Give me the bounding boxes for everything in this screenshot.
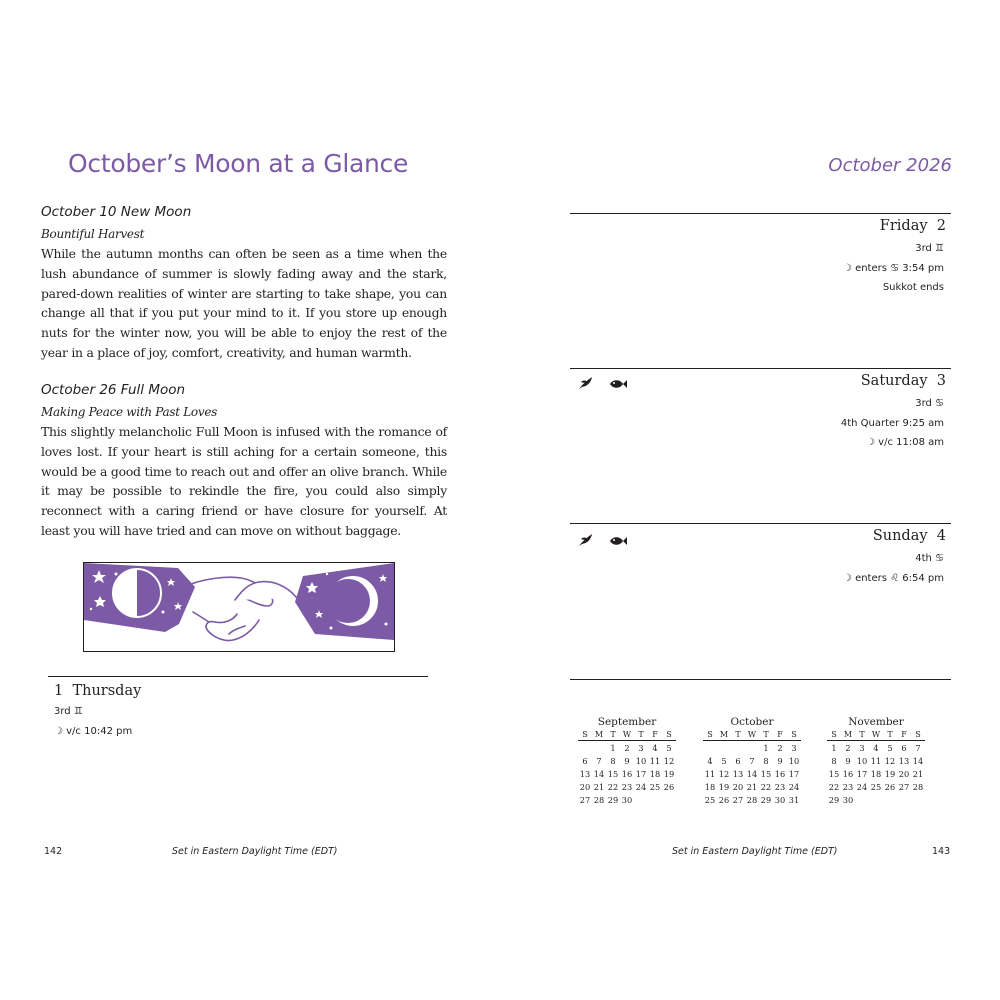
calendar-day: 9 <box>777 755 783 766</box>
mini-calendar-october <box>703 716 801 807</box>
day-heading-sunday <box>873 528 946 544</box>
calendar-day <box>745 741 759 755</box>
calendar-day: 22 <box>828 782 840 793</box>
calendar-day: 18 <box>870 768 882 779</box>
calendar-day: 24 <box>856 782 868 793</box>
calendar-day: 21 <box>746 782 758 793</box>
calendar-week <box>827 794 925 807</box>
calendar-day: 18 <box>704 782 716 793</box>
calendar-day: 13 <box>579 768 591 779</box>
calendar-day <box>703 741 717 755</box>
calendar-day: 8 <box>763 755 769 766</box>
full-moon-subtitle: Making Peace with Past Loves <box>41 405 217 419</box>
calendar-day: 30 <box>774 795 786 806</box>
calendar-week <box>578 781 676 794</box>
calendar-day: 16 <box>842 768 854 779</box>
calendar-day: 1 <box>610 742 616 753</box>
calendar-day: 10 <box>788 755 800 766</box>
calendar-month-title: October <box>730 716 774 728</box>
calendar-day <box>869 794 883 807</box>
fish-icon <box>608 378 628 394</box>
calendar-day: 3 <box>859 742 865 753</box>
calendar-day <box>897 794 911 807</box>
saturday-info <box>841 394 944 453</box>
calendar-week <box>827 754 925 767</box>
calendar-day: 20 <box>732 782 744 793</box>
calendar-day: 7 <box>915 742 921 753</box>
calendar-day: 2 <box>624 742 630 753</box>
weekday-header: S <box>703 729 717 741</box>
calendar-week <box>703 767 801 780</box>
calendar-day: 31 <box>788 795 800 806</box>
new-moon-heading: October 10 New Moon <box>41 204 192 220</box>
calendar-day <box>855 794 869 807</box>
calendar-day: 24 <box>788 782 800 793</box>
calendar-day: 9 <box>624 755 630 766</box>
calendar-day <box>592 741 606 755</box>
weekday-header: F <box>773 729 787 741</box>
calendar-week <box>578 754 676 767</box>
weekday-header: T <box>855 729 869 741</box>
calendar-day: 4 <box>652 742 658 753</box>
page-number-left: 142 <box>44 846 63 857</box>
sunday-glyphs <box>578 533 638 551</box>
calendar-day: 12 <box>884 755 896 766</box>
calendar-day: 26 <box>718 795 730 806</box>
calendar-day: 14 <box>746 768 758 779</box>
weekday-header: S <box>911 729 925 741</box>
calendar-day: 12 <box>663 755 675 766</box>
calendar-day: 19 <box>718 782 730 793</box>
calendar-day: 13 <box>732 768 744 779</box>
calendar-day: 12 <box>718 768 730 779</box>
day-number: 4 <box>936 528 946 544</box>
new-moon-subtitle: Bountiful Harvest <box>41 227 145 241</box>
mini-calendar-september <box>578 716 676 807</box>
footer-note-right: Set in Eastern Daylight Time (EDT) <box>672 846 838 857</box>
calendar-day: 7 <box>749 755 755 766</box>
calendar-day: 13 <box>898 755 910 766</box>
calendar-day: 19 <box>884 768 896 779</box>
calendar-day: 6 <box>582 755 588 766</box>
calendar-day: 11 <box>870 755 882 766</box>
fish-icon <box>608 535 628 551</box>
calendar-month-title: September <box>597 716 657 728</box>
day-name: Friday <box>879 218 928 234</box>
calendar-day: 27 <box>898 782 910 793</box>
thursday-divider <box>48 676 428 677</box>
calendar-day <box>662 794 676 807</box>
leaf-icon <box>578 378 598 394</box>
calendar-day: 29 <box>760 795 772 806</box>
calendar-day: 5 <box>887 742 893 753</box>
calendar-day: 8 <box>831 755 837 766</box>
calendar-day: 29 <box>828 795 840 806</box>
calendar-day: 4 <box>707 755 713 766</box>
calendar-day: 17 <box>635 768 647 779</box>
calendar-day: 5 <box>666 742 672 753</box>
saturday-divider <box>570 368 951 369</box>
calendar-day: 29 <box>607 795 619 806</box>
calendar-day: 5 <box>721 755 727 766</box>
calendar-day <box>634 794 648 807</box>
calendar-day: 10 <box>856 755 868 766</box>
weekday-header: M <box>592 729 606 741</box>
calendar-week <box>827 741 925 755</box>
friday-divider <box>570 213 951 214</box>
calendar-day: 10 <box>635 755 647 766</box>
weekday-header: W <box>745 729 759 741</box>
weekday-header: W <box>620 729 634 741</box>
moon-phase-info: 3rd ♋ <box>915 398 944 409</box>
page-title: October’s Moon at a Glance <box>68 149 409 178</box>
calendar-day: 27 <box>579 795 591 806</box>
day-number: 2 <box>936 218 946 234</box>
calendar-day <box>731 741 745 755</box>
sunday-info <box>843 549 944 588</box>
calendar-week <box>703 754 801 767</box>
calendar-day: 25 <box>649 782 661 793</box>
calendar-day: 27 <box>732 795 744 806</box>
calendar-day: 14 <box>912 755 924 766</box>
day-name: Sunday <box>872 528 928 544</box>
calendar-day <box>883 794 897 807</box>
friday-info <box>843 239 944 298</box>
weekday-header: F <box>897 729 911 741</box>
calendar-week <box>703 794 801 807</box>
new-moon-body: While the autumn months can often be seen as a time when the lush abundance of summer is slowly fading away and the stark, pared-down realities of winter are starting to take shape, you can change all that if you put your mind to it. If you store up enough nuts for the winter now, you will be able to enjoy the rest of the year in a place of joy, comfort, creativity, and human warmth. <box>41 246 447 360</box>
calendar-day: 18 <box>649 768 661 779</box>
calendar-day: 26 <box>884 782 896 793</box>
calendar-week <box>578 741 676 755</box>
mini-calendar-november <box>827 716 925 807</box>
quarter-info: 4th Quarter 9:25 am <box>840 417 944 429</box>
calendar-day: 2 <box>777 742 783 753</box>
calendar-day: 15 <box>607 768 619 779</box>
calendar-week <box>703 781 801 794</box>
calendar-day: 21 <box>593 782 605 793</box>
calendar-day: 6 <box>901 742 907 753</box>
moon-enters-info: ☽ enters ♌ 6:54 pm <box>842 572 944 584</box>
calendar-day: 6 <box>735 755 741 766</box>
calendar-day: 20 <box>898 768 910 779</box>
calendar-day: 17 <box>788 768 800 779</box>
footer-note-left: Set in Eastern Daylight Time (EDT) <box>172 846 338 857</box>
calendar-day: 4 <box>873 742 879 753</box>
calendar-day: 1 <box>831 742 837 753</box>
weekday-header: T <box>634 729 648 741</box>
weekday-header: M <box>717 729 731 741</box>
calendar-day: 19 <box>663 768 675 779</box>
full-moon-body: This slightly melancholic Full Moon is infused with the romance of loves lost. If your heart is still aching for a certain someone, this would be a good time to reach out and offer an olive branch. While it may be possible to rekindle the fire, you could also simply reconnect with a caring friend or have closure for yourself. At least you will have tried and can move on without baggage. <box>41 424 447 538</box>
weekday-header: M <box>841 729 855 741</box>
moon-phase-info: 3rd ♊ <box>915 243 944 254</box>
calendar-day: 1 <box>763 742 769 753</box>
day-name: Saturday <box>860 373 928 389</box>
calendar-grid <box>703 729 801 807</box>
weekday-header: W <box>869 729 883 741</box>
calendar-day: 16 <box>774 768 786 779</box>
moon-phase-info: 3rd ♊ <box>54 706 83 717</box>
calendar-day: 25 <box>870 782 882 793</box>
calendar-day: 28 <box>912 782 924 793</box>
calendar-day: 30 <box>842 795 854 806</box>
calendar-day: 3 <box>638 742 644 753</box>
day-heading-friday <box>880 218 946 234</box>
calendar-grid <box>827 729 925 807</box>
calendar-day: 22 <box>760 782 772 793</box>
day-heading-thursday <box>54 683 141 699</box>
handshake-moons-illustration <box>83 562 395 652</box>
calendar-day: 26 <box>663 782 675 793</box>
void-of-course-info: ☽ v/c 11:08 am <box>866 437 944 448</box>
leaf-icon <box>578 535 598 551</box>
calendar-day: 30 <box>621 795 633 806</box>
calendar-day <box>717 741 731 755</box>
calendar-week <box>827 781 925 794</box>
weekday-header: T <box>759 729 773 741</box>
month-title: October 2026 <box>828 155 952 176</box>
calendar-month-title: November <box>848 716 904 728</box>
calendar-day: 20 <box>579 782 591 793</box>
weekday-header: S <box>578 729 592 741</box>
calendar-day: 17 <box>856 768 868 779</box>
calendar-day: 7 <box>596 755 602 766</box>
weekday-header: T <box>606 729 620 741</box>
calendar-day: 15 <box>828 768 840 779</box>
calendar-day: 16 <box>621 768 633 779</box>
holiday-info: Sukkot ends <box>882 282 944 293</box>
page-number-right: 143 <box>932 846 951 857</box>
calendar-week <box>578 794 676 807</box>
calendar-day: 28 <box>593 795 605 806</box>
calendar-day: 11 <box>704 768 716 779</box>
day-name: Thursday <box>72 683 142 699</box>
moon-enters-info: ☽ enters ♋ 3:54 pm <box>842 262 944 274</box>
calendar-day: 2 <box>845 742 851 753</box>
calendar-grid <box>578 729 676 807</box>
full-moon-heading: October 26 Full Moon <box>41 382 186 398</box>
weekday-header: F <box>648 729 662 741</box>
moon-phase-info: 4th ♋ <box>915 553 944 564</box>
calendar-day: 25 <box>704 795 716 806</box>
void-of-course-info: ☽ v/c 10:42 pm <box>54 726 133 737</box>
calendar-day: 28 <box>746 795 758 806</box>
calendar-day: 11 <box>649 755 661 766</box>
day-number: 1 <box>54 683 64 699</box>
calendar-day: 22 <box>607 782 619 793</box>
saturday-glyphs <box>578 376 638 394</box>
calendar-day <box>578 741 592 755</box>
sunday-divider <box>570 523 951 524</box>
calendar-day: 21 <box>912 768 924 779</box>
calendar-day: 23 <box>774 782 786 793</box>
weekday-header: S <box>662 729 676 741</box>
calendar-day <box>911 794 925 807</box>
weekday-header: T <box>883 729 897 741</box>
calendar-day: 23 <box>842 782 854 793</box>
weekday-header: S <box>827 729 841 741</box>
calendar-day: 8 <box>610 755 616 766</box>
calendar-week <box>578 767 676 780</box>
day-number: 3 <box>936 373 946 389</box>
calendar-week <box>703 741 801 755</box>
calendar-week <box>827 767 925 780</box>
weekday-header: T <box>731 729 745 741</box>
calendar-day: 9 <box>845 755 851 766</box>
day-heading-saturday <box>861 373 946 389</box>
weekday-header: S <box>787 729 801 741</box>
calendar-day: 24 <box>635 782 647 793</box>
calendar-day <box>648 794 662 807</box>
calendar-day: 15 <box>760 768 772 779</box>
calendar-divider <box>570 679 951 680</box>
calendar-day: 3 <box>791 742 797 753</box>
calendar-day: 14 <box>593 768 605 779</box>
calendar-day: 23 <box>621 782 633 793</box>
